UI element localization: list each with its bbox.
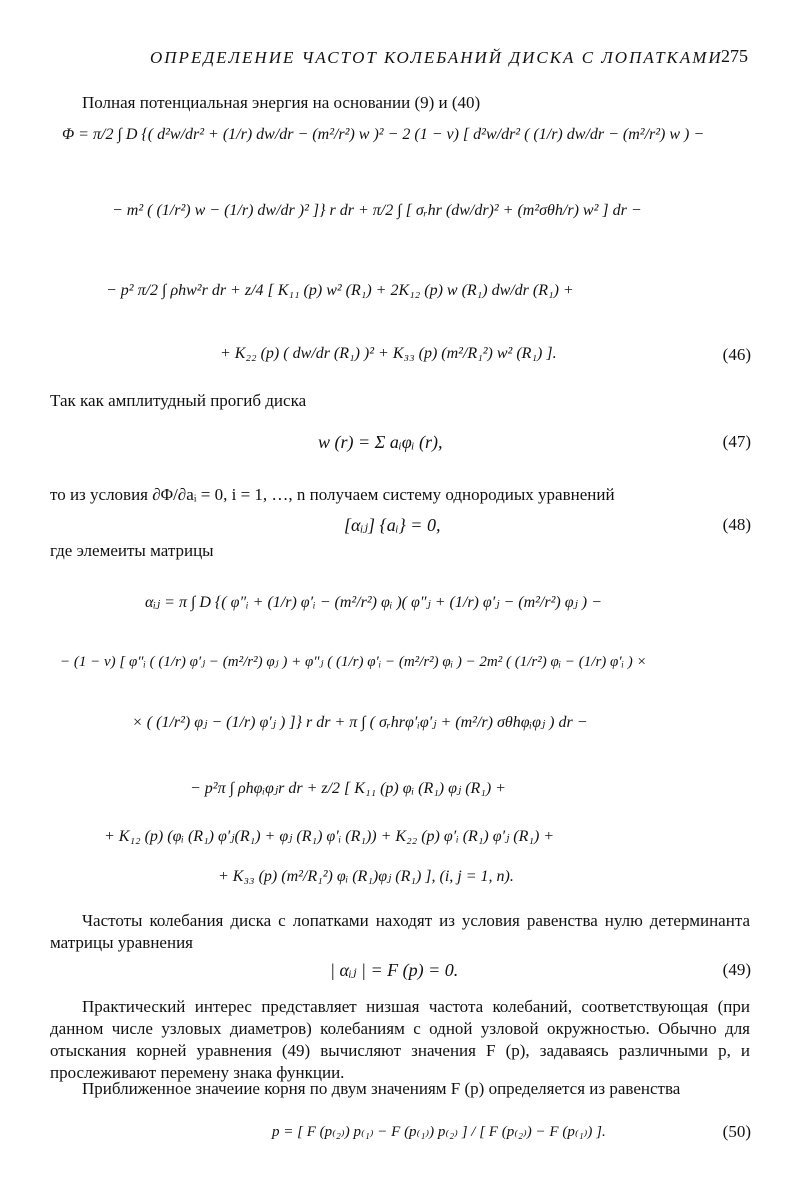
page-number: 275: [721, 46, 748, 66]
paragraph-1: Полная потенциальная энергия на основании (9) и (40): [82, 93, 481, 112]
equation-48-number: (48): [722, 515, 751, 534]
equation-50: p = [ F (p₍₂₎) p₍₁₎ − F (p₍₁₎) p₍₂₎ ] / [ F (p₍₂₎) − F (p₍₁₎) ].: [272, 1124, 606, 1140]
equation-49: | αᵢⱼ | = F (p) = 0.: [330, 960, 459, 980]
equation-alpha-line-3: × ( (1/r²) φⱼ − (1/r) φ′ⱼ ) ]} r dr + π ∫ ( σᵣhrφ′ᵢφ′ⱼ + (m²/r) σθhφᵢφⱼ ) dr −: [132, 714, 588, 731]
equation-49-number: (49): [722, 960, 751, 979]
equation-alpha-line-6: + K₃₃ (p) (m²/R₁²) φᵢ (R₁)φⱼ (R₁) ], (i, j = 1, n).: [218, 868, 514, 885]
equation-50-number: (50): [722, 1122, 751, 1141]
equation-46-number: (46): [722, 345, 751, 364]
running-title: ОПРЕДЕЛЕНИЕ ЧАСТОТ КОЛЕБАНИЙ ДИСКА С ЛОПАТКАМИ: [150, 48, 723, 67]
paragraph-3: то из условия ∂Φ/∂aᵢ = 0, i = 1, …, n получаем систему однородиых уравнений: [50, 485, 615, 504]
equation-47: w (r) = Σ aᵢφᵢ (r),: [318, 432, 443, 452]
equation-alpha-line-2: − (1 − ν) [ φ″ᵢ ( (1/r) φ′ⱼ − (m²/r²) φⱼ ) + φ″ⱼ ( (1/r) φ′ᵢ − (m²/r²) φᵢ ) − 2m² ( (1/r²) φᵢ − (1/r) φ′ᵢ ) ×: [60, 654, 647, 670]
equation-46-line-3: − p² π/2 ∫ ρhw²r dr + z/4 [ K₁₁ (p) w² (R₁) + 2K₁₂ (p) w (R₁) dw/dr (R₁) +: [106, 282, 574, 299]
paragraph-7: Приближенное значеиие корня по двум значениям F (p) определяется из равенства: [82, 1079, 681, 1098]
paragraph-6: Практический интерес представляет низшая частота колебаний, соответствующая (при данном числе узловых диаметров) колебаниям с одной узловой окружностью. Обычно для отыскания корней уравнения (49) вычисляют значения F (p), задаваясь различными p, и прослеживают перемену знака функции.: [50, 997, 750, 1082]
equation-47-number: (47): [722, 432, 751, 451]
equation-alpha-line-5: + K₁₂ (p) (φᵢ (R₁) φ′ⱼ(R₁) + φⱼ (R₁) φ′ᵢ (R₁)) + K₂₂ (p) φ′ᵢ (R₁) φ′ⱼ (R₁) +: [104, 828, 555, 845]
equation-46-line-4: + K₂₂ (p) ( dw/dr (R₁) )² + K₃₃ (p) (m²/R₁²) w² (R₁) ].: [220, 345, 557, 362]
paragraph-2: Так как амплитудный прогиб диска: [50, 391, 307, 410]
equation-alpha-line-4: − p²π ∫ ρhφᵢφⱼr dr + z/2 [ K₁₁ (p) φᵢ (R₁) φⱼ (R₁) +: [190, 780, 506, 797]
equation-46-line-1: Φ = π/2 ∫ D {( d²w/dr² + (1/r) dw/dr − (m²/r²) w )² − 2 (1 − ν) [ d²w/dr² ( (1/r) dw/dr − (m²/r²) w ) −: [62, 126, 705, 143]
equation-48: [αᵢⱼ] {aᵢ} = 0,: [344, 515, 441, 535]
equation-46-line-2: − m² ( (1/r²) w − (1/r) dw/dr )² ]} r dr + π/2 ∫ [ σᵣhr (dw/dr)² + (m²σθh/r) w² ] dr −: [112, 202, 642, 219]
equation-alpha-line-1: αᵢⱼ = π ∫ D {( φ″ᵢ + (1/r) φ′ᵢ − (m²/r²) φᵢ )( φ″ⱼ + (1/r) φ′ⱼ − (m²/r²) φⱼ ) −: [145, 594, 602, 611]
paragraph-4: где элемеиты матрицы: [50, 541, 214, 560]
paragraph-5: Частоты колебания диска с лопатками находят из условия равенства нулю детерминанта матрицы уравнения: [50, 911, 750, 952]
